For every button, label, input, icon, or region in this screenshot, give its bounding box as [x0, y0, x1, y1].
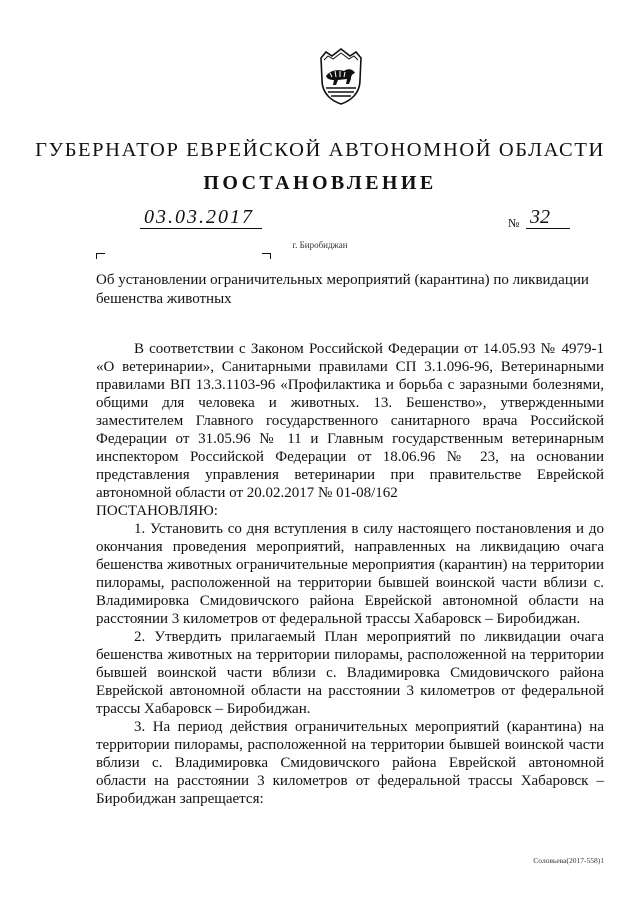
- decree-point-3: 3. На период действия ограничительных мероприятий (карантина) на территории пилорамы, расположенной на территории бывшей воинской части вблизи с. Владимировка Смидовичского района Еврейской автономной области на расстоянии 3 километров от федеральной трассы Хабаровск – Биробиджан запрещается:: [96, 719, 604, 807]
- issuing-authority-heading: ГУБЕРНАТОР ЕВРЕЙСКОЙ АВТОНОМНОЙ ОБЛАСТИ: [35, 139, 605, 161]
- document-date: 03.03.2017: [140, 206, 262, 229]
- subject-corner-mark-right: [262, 253, 271, 259]
- document-reference-code: Соловьева(2017-558)1: [533, 856, 604, 865]
- document-subject: Об установлении ограничительных мероприятий (карантина) по ликвидации бешенства животных: [96, 272, 589, 307]
- decree-point-1: 1. Установить со дня вступления в силу настоящего постановления и до окончания проведения мероприятий, направленных на ликвидацию очага бешенства животных ограничительные мероприятия (карантин) на территории пилорамы, расположенной на территории бывшей воинской части вблизи с. Владимировка Смидовичского района Еврейской автономной области на расстоянии 3 километров от федеральной трассы Хабаровск – Биробиджан.: [96, 521, 604, 627]
- subject-corner-mark-left: [96, 253, 105, 259]
- coat-of-arms-emblem-icon: [318, 46, 364, 106]
- ruling-keyword: ПОСТАНОВЛЯЮ:: [96, 503, 218, 519]
- preamble-paragraph: В соответствии с Законом Российской Федерации от 14.05.93 № 4979-1 «О ветеринарии», Санитарными правилами СП 3.1.096-96, Ветеринарными правилами ВП 13.3.1103-96 «Профилактика и борьба с заразными болезнями, общими для человека и животных. 13. Бешенство», утвержденными заместителем Главного государственного санитарного врача Российской Федерации от 31.05.96 № 11 и Главным государственным ветеринарным инспектором Российской Федерации от 18.06.96 № 23, на основании представления управления ветеринарии при правительстве Еврейской автономной области от 20.02.2017 № 01-08/162: [96, 341, 604, 501]
- city-label: г. Биробиджан: [292, 240, 348, 250]
- document-type-title: ПОСТАНОВЛЕНИЕ: [203, 172, 437, 194]
- document-number: 32: [526, 206, 570, 229]
- document-body: [96, 340, 604, 808]
- number-sign: №: [508, 216, 520, 230]
- decree-point-2: 2. Утвердить прилагаемый План мероприятий по ликвидации очага бешенства животных на территории пилорамы, расположенной на территории бывшей воинской части вблизи с. Владимировка Смидовичского района Еврейской автономной области на расстоянии 3 километров от федеральной трассы Хабаровск – Биробиджан.: [96, 629, 604, 717]
